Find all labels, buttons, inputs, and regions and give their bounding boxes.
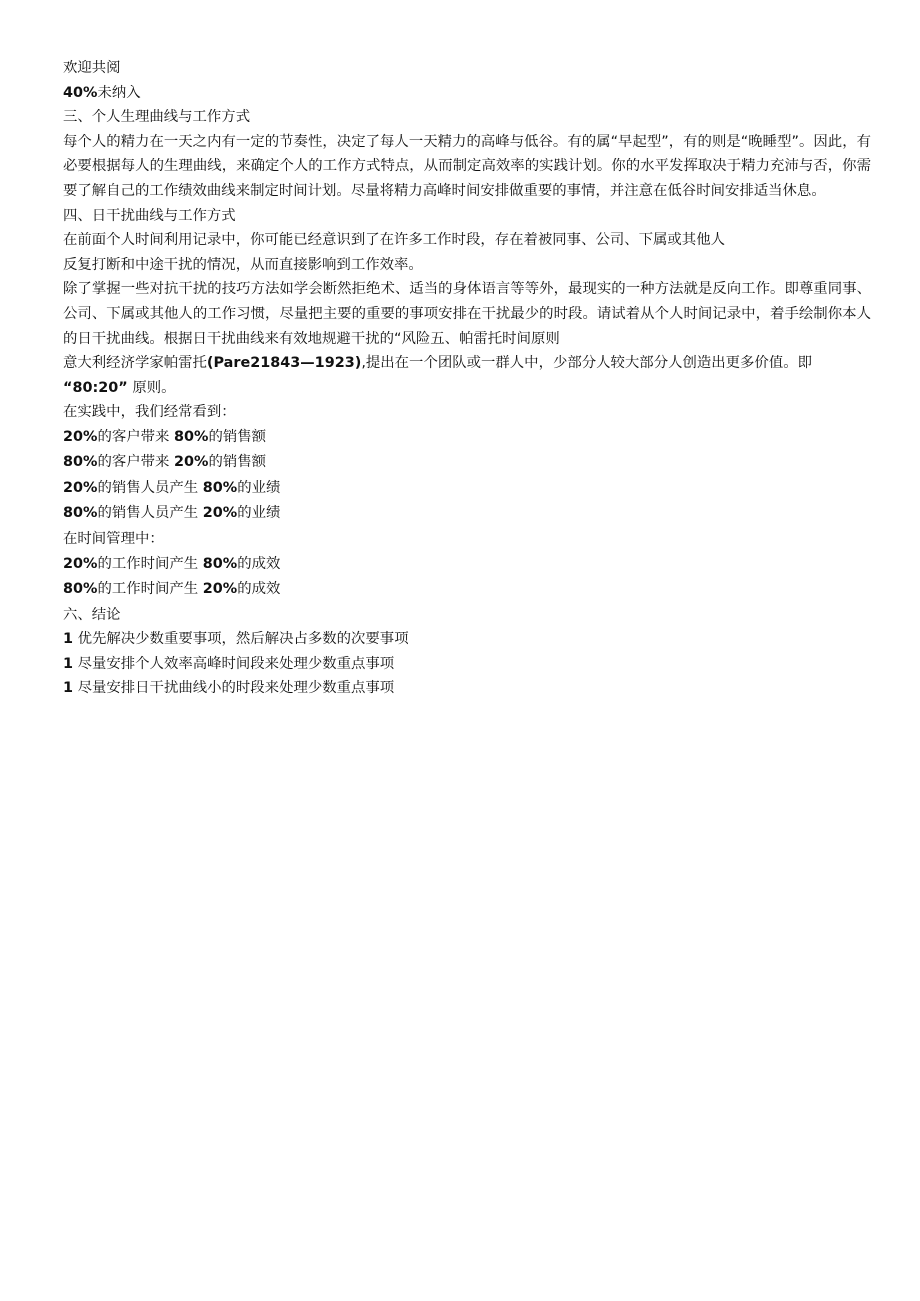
line-40-percent <box>63 81 871 106</box>
conclusion-list <box>63 627 871 701</box>
stat-text: 的业绩 <box>237 505 281 522</box>
item-number: 1 <box>63 655 74 672</box>
document-page <box>63 56 871 701</box>
pareto-text-c: ,提出在一个团队或一群人中，少部分人较大部分人创造出更多价值。即 <box>361 355 812 372</box>
section-4-paragraph: 除了掌握一些对抗干扰的技巧方法如学会断然拒绝术、适当的身体语言等等外，最现实的一种方法就是反向工作。即尊重同事、公司、下属或其他人的工作习惯，尽量把主要的重要的事项安排在干扰最少的时段。请试着从个人时间记录中，着手绘制你本人的日干扰曲线。根据日干扰曲线来有效地规避干扰的“风险五、帕雷托时间原则 <box>63 281 871 347</box>
time-item <box>63 552 871 578</box>
item-number: 1 <box>63 680 74 697</box>
stat-number: 80% <box>202 479 238 496</box>
percent-value: 40% <box>63 84 98 101</box>
principle-ratio: “80:20” <box>63 379 128 396</box>
conclusion-item <box>63 627 871 652</box>
stat-number: 20% <box>202 505 238 522</box>
section-6-title: 六、结论 <box>63 606 121 623</box>
item-text: 尽量安排个人效率高峰时间段来处理少数重点事项 <box>77 655 395 672</box>
principle-text: 原则。 <box>132 379 176 396</box>
time-item <box>63 577 871 603</box>
stat-text: 的销售额 <box>208 454 267 471</box>
stat-number: 20% <box>202 581 238 597</box>
stat-text: 的客户带来 <box>97 454 170 471</box>
stat-number: 80% <box>202 555 238 572</box>
pareto-years: (Pare21843—1923) <box>206 355 362 372</box>
header-text: 欢迎共阅 <box>63 60 121 76</box>
stat-text: 的成效 <box>237 555 281 572</box>
item-text: 尽量安排日干扰曲线小的时段来处理少数重点事项 <box>77 680 395 697</box>
stat-text: 的工作时间产生 <box>97 581 199 597</box>
stat-number: 80% <box>63 505 98 522</box>
stat-number: 80% <box>174 428 209 445</box>
pareto-text-a: 意大利经济学家帕雷托 <box>63 355 207 372</box>
section-4-line-1: 在前面个人时间利用记录中，你可能已经意识到了在许多工作时段，存在着被同事、公司、下属或其他人 <box>63 232 725 249</box>
stat-number: 80% <box>63 581 98 597</box>
conclusion-item <box>63 676 871 701</box>
practice-item <box>63 425 871 451</box>
stat-text: 的业绩 <box>237 479 281 496</box>
stat-number: 20% <box>63 555 98 572</box>
stat-number: 20% <box>63 428 98 445</box>
time-list <box>63 552 871 603</box>
stat-text: 的工作时间产生 <box>97 555 199 572</box>
pareto-line <box>63 351 871 376</box>
stat-text: 的销售人员产生 <box>97 505 199 522</box>
line-text: 未纳入 <box>97 84 141 101</box>
section-4-title: 四、日干扰曲线与工作方式 <box>63 207 236 224</box>
practice-item <box>63 501 871 527</box>
stat-number: 80% <box>63 454 98 471</box>
item-text: 优先解决少数重要事项，然后解决占多数的次要事项 <box>77 631 409 648</box>
section-3-title: 三、个人生理曲线与工作方式 <box>63 109 251 126</box>
stat-text: 的成效 <box>237 581 281 597</box>
practice-list <box>63 425 871 527</box>
stat-text: 的客户带来 <box>97 428 170 445</box>
practice-intro: 在实践中，我们经常看到： <box>63 404 236 421</box>
section-4-line-2: 反复打断和中途干扰的情况，从而直接影响到工作效率。 <box>63 256 423 273</box>
stat-text: 的销售额 <box>208 428 267 445</box>
conclusion-item <box>63 652 871 677</box>
section-3-paragraph: 每个人的精力在一天之内有一定的节奏性，决定了每人一天精力的高峰与低谷。有的属“早起型”，有的则是“晚睡型”。因此，有必要根据每人的生理曲线，来确定个人的工作方式特点，从而制定高效率的实践计划。你的水平发挥取决于精力充沛与否，你需要了解自己的工作绩效曲线来制定时间计划。尽量将精力高峰时间安排做重要的事情，并注意在低谷时间安排适当休息。 <box>63 133 871 199</box>
practice-item <box>63 450 871 476</box>
stat-text: 的销售人员产生 <box>97 479 199 496</box>
practice-item <box>63 476 871 502</box>
time-intro: 在时间管理中： <box>63 530 164 547</box>
item-number: 1 <box>63 631 74 648</box>
principle-line <box>63 376 871 401</box>
stat-number: 20% <box>174 454 209 471</box>
stat-number: 20% <box>63 479 98 496</box>
